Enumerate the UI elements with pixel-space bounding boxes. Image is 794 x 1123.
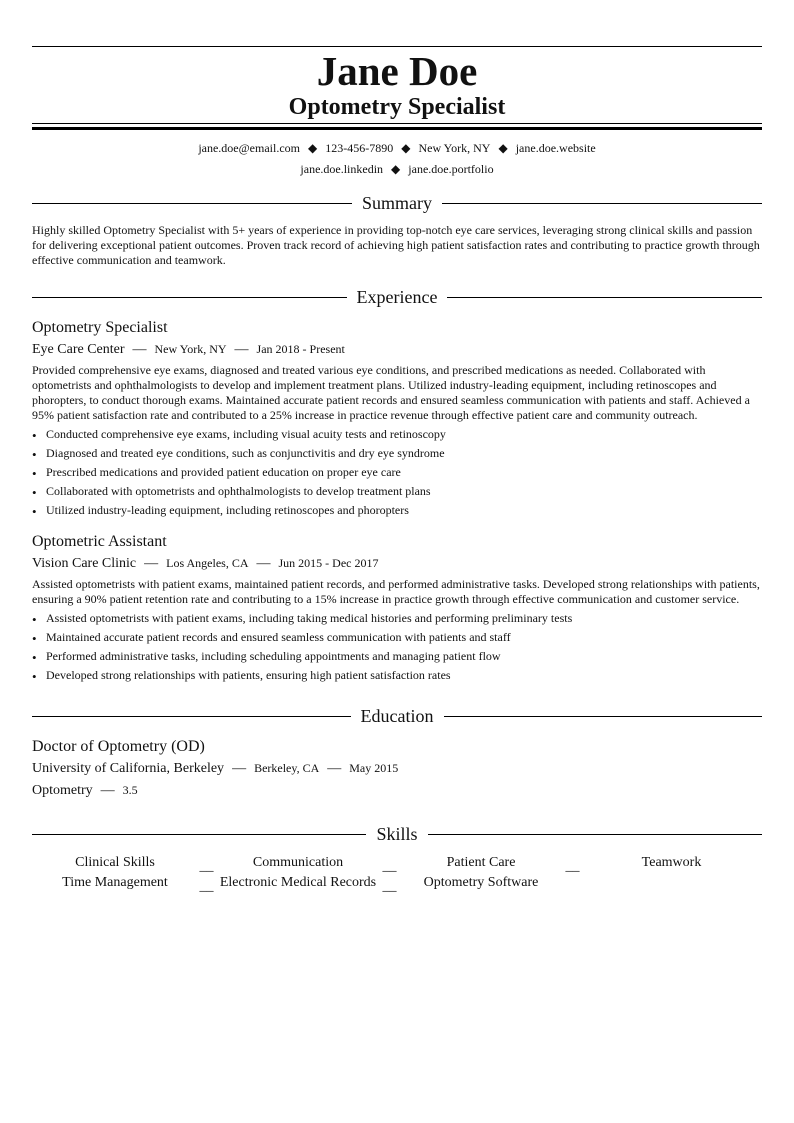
skill-item: Time Management (62, 875, 168, 890)
contact-email[interactable]: jane.doe@email.com (198, 141, 300, 155)
divider (32, 834, 366, 835)
list-item: • Developed strong relationships with patients, ensuring high patient satisfaction rates (32, 666, 762, 685)
job-meta (32, 553, 762, 574)
divider (447, 297, 762, 298)
experience-entry (32, 318, 762, 520)
education-location: Berkeley, CA (254, 761, 320, 775)
header-thin-rule (32, 123, 762, 124)
divider (428, 834, 762, 835)
education-school: University of California, Berkeley (32, 761, 225, 776)
divider (444, 716, 763, 717)
dash-separator: — (232, 761, 247, 776)
skill-separator: __ (199, 859, 214, 874)
job-description: Provided comprehensive eye exams, diagnosed and treated various eye conditions, and prescribed medications as needed. Collaborated with optometrists and ophthalmologists to develop and implement treatment plans. Utilized industry-leading equipment, including retinoscopes and phoropters, to conduct thorough exams. Maintained accurate patient records and ensured seamless communication with patients and staff. Achieved a 95% patient satisfaction rate and contributed to a 25% increase in practice revenue through effective patient care and community outreach. (32, 363, 750, 422)
job-company: Vision Care Clinic (32, 556, 137, 571)
education-date: May 2015 (349, 761, 399, 775)
education-section-header (32, 705, 762, 727)
job-dates: Jun 2015 - Dec 2017 (278, 556, 379, 570)
education-field-line (32, 780, 762, 801)
candidate-name: Jane Doe (316, 48, 478, 94)
contact-linkedin[interactable]: jane.doe.linkedin (300, 162, 384, 176)
list-item: • Performed administrative tasks, including scheduling appointments and managing patient flow (32, 647, 762, 666)
skill-separator: __ (382, 879, 397, 894)
experience-section-header (32, 286, 762, 308)
list-item: • Collaborated with optometrists and ophthalmologists to develop treatment plans (32, 482, 762, 501)
contact-website[interactable]: jane.doe.website (515, 141, 596, 155)
section-title-education: Education (360, 706, 434, 726)
header-top-rule (32, 46, 762, 47)
education-degree: Doctor of Optometry (OD) (32, 738, 205, 755)
contact-location: New York, NY (418, 141, 491, 155)
experience-entry (32, 532, 762, 685)
contact-line-2 (32, 159, 762, 180)
skill-item: Patient Care (446, 855, 516, 870)
job-description: Assisted optometrists with patient exams, maintained patient records, and performed administrative tasks. Developed strong relationships with patients, ensuring a 90% patient retention rate and contributing to a 15% increase in practice growth through effective communication and customer service. (32, 577, 760, 606)
diamond-icon: ◆ (498, 141, 508, 155)
job-dates: Jan 2018 - Present (256, 342, 345, 356)
skill-item: Optometry Software (423, 875, 539, 890)
skill-separator: __ (199, 879, 214, 894)
resume-page (32, 46, 762, 893)
contact-block (32, 138, 762, 180)
contact-line-1 (32, 138, 762, 159)
skill-item: Teamwork (641, 855, 702, 870)
list-item: • Assisted optometrists with patient exams, including taking medical histories and performing preliminary tests (32, 609, 762, 628)
job-meta (32, 339, 762, 360)
education-gpa: 3.5 (122, 783, 138, 797)
contact-phone[interactable]: 123-456-7890 (325, 141, 394, 155)
summary-section-header (32, 192, 762, 214)
diamond-icon: ◆ (308, 141, 318, 155)
education-school-line (32, 758, 762, 779)
contact-portfolio[interactable]: jane.doe.portfolio (408, 162, 494, 176)
summary-text: Highly skilled Optometry Specialist with 5+ years of experience in providing top-notch eye care services, leveraging strong clinical skills and passion for delivering exceptional patient outcomes. Proven track record of achieving high patient satisfaction rates and contributing to practice growth through effective communication and teamwork. (32, 223, 760, 267)
divider (32, 297, 347, 298)
job-location: Los Angeles, CA (166, 556, 249, 570)
list-item: • Utilized industry-leading equipment, including retinoscopes and phoropters (32, 501, 762, 520)
diamond-icon: ◆ (401, 141, 411, 155)
education-field: Optometry (32, 783, 93, 798)
list-item: • Diagnosed and treated eye conditions, such as conjunctivitis and dry eye syndrome (32, 444, 762, 463)
job-company: Eye Care Center (32, 342, 125, 357)
skill-item: Electronic Medical Records (219, 875, 377, 890)
skills-grid (32, 853, 762, 893)
job-bullets (32, 609, 762, 685)
skills-section-header (32, 823, 762, 845)
dash-separator: — (100, 783, 115, 798)
dash-separator: — (144, 556, 159, 571)
dash-separator: — (256, 556, 271, 571)
job-title: Optometric Assistant (32, 533, 167, 550)
skill-item: Clinical Skills (75, 855, 155, 870)
dash-separator: — (234, 342, 249, 357)
job-title: Optometry Specialist (32, 319, 168, 336)
skills-row (32, 873, 762, 893)
list-item: • Prescribed medications and provided patient education on proper eye care (32, 463, 762, 482)
job-location: New York, NY (154, 342, 227, 356)
divider (442, 203, 762, 204)
section-title-experience: Experience (356, 287, 438, 307)
divider (32, 716, 351, 717)
divider (32, 203, 352, 204)
skills-row (32, 853, 762, 873)
section-title-summary: Summary (362, 193, 432, 213)
dash-separator: — (327, 761, 342, 776)
list-item: • Maintained accurate patient records and ensured seamless communication with patients and staff (32, 628, 762, 647)
list-item: • Conducted comprehensive eye exams, including visual acuity tests and retinoscopy (32, 425, 762, 444)
dash-separator: — (132, 342, 147, 357)
skill-separator: __ (382, 859, 397, 874)
job-bullets (32, 425, 762, 520)
diamond-icon: ◆ (391, 162, 401, 176)
section-title-skills: Skills (376, 824, 418, 844)
skill-separator: __ (565, 859, 580, 874)
candidate-role: Optometry Specialist (288, 94, 506, 120)
header-thick-rule (32, 127, 762, 130)
skill-item: Communication (252, 855, 344, 870)
